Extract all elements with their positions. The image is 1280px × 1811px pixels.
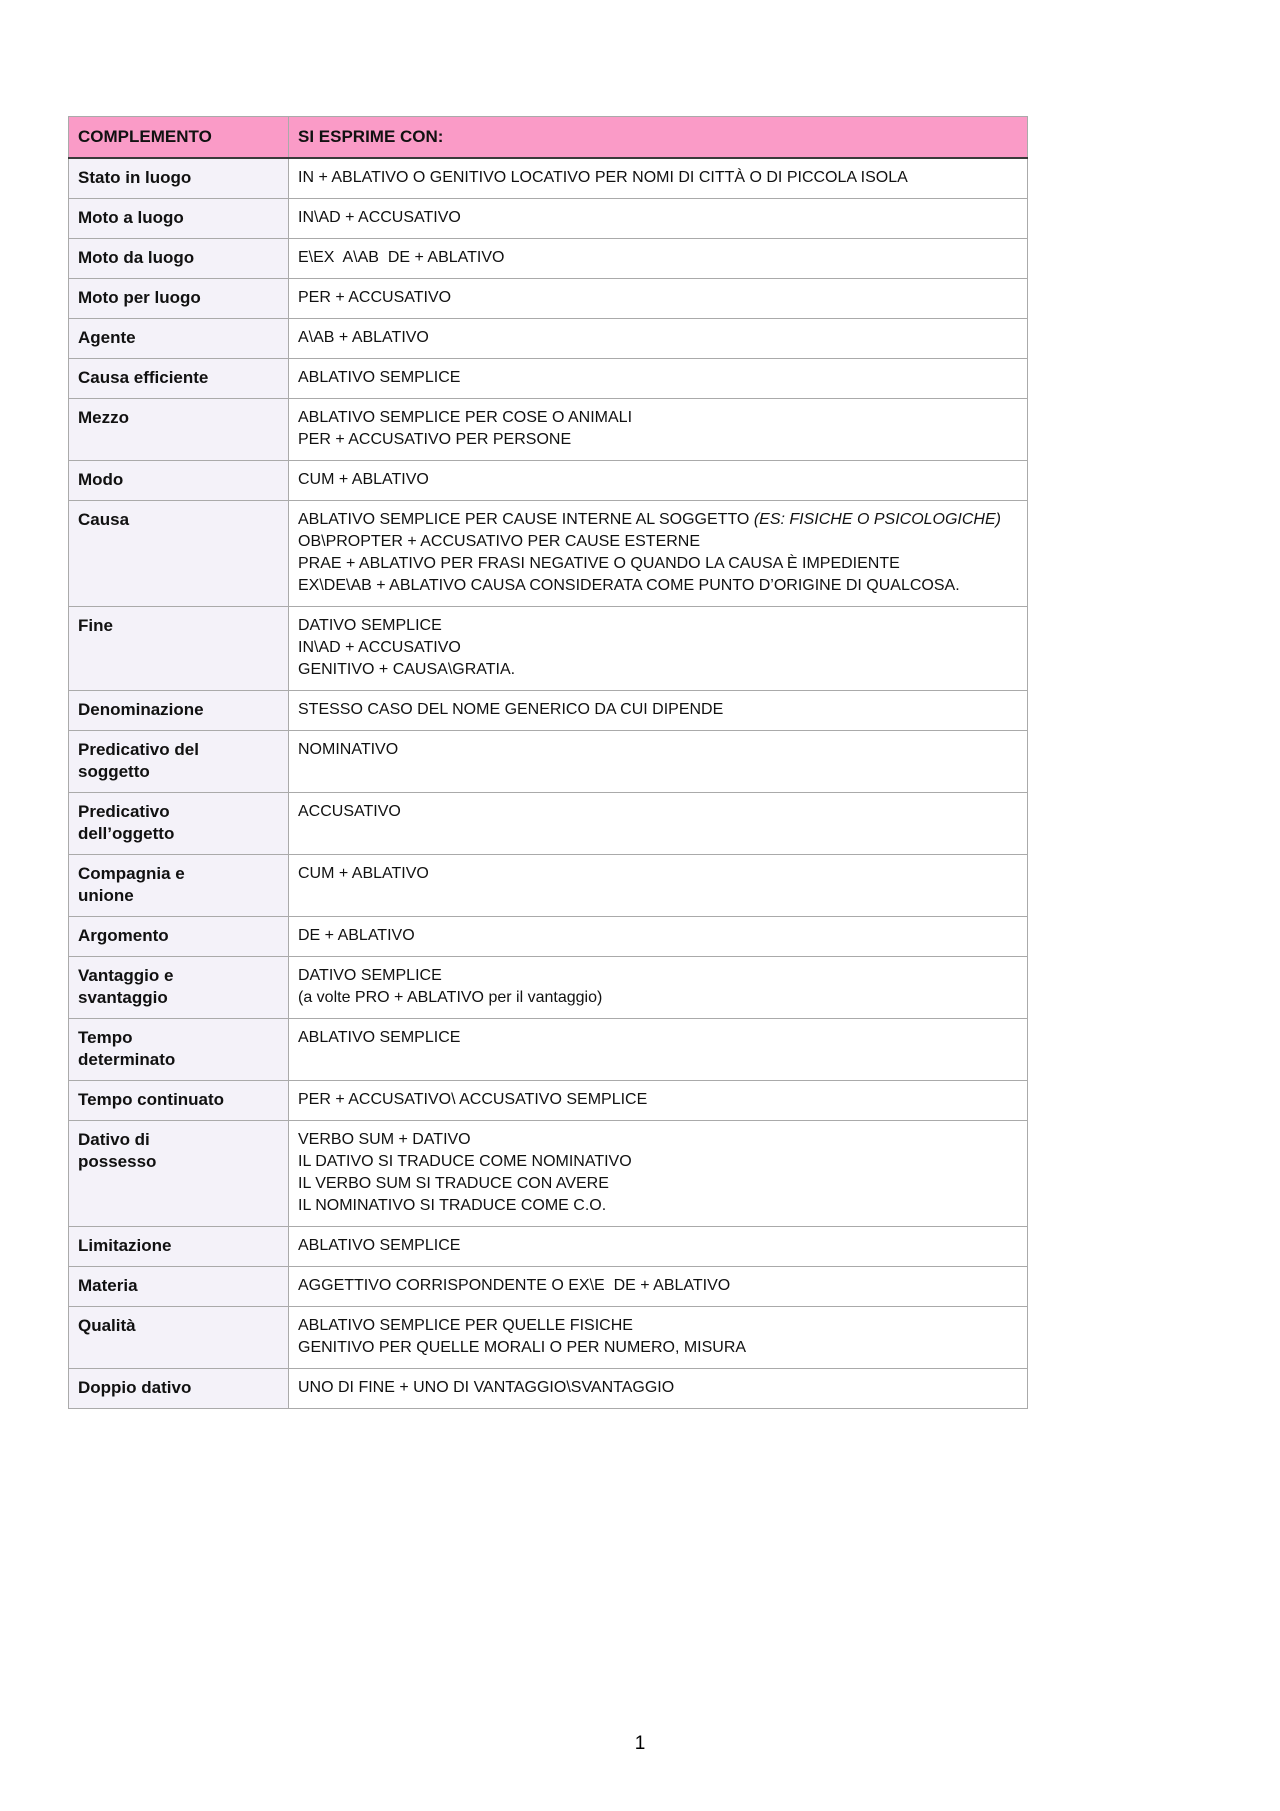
table-row [69, 607, 1028, 691]
expression-text: PRAE + ABLATIVO PER FRASI NEGATIVE O QUANDO LA CAUSA È IMPEDIENTE [298, 555, 900, 572]
table-row [69, 1081, 1028, 1121]
expression-text: ABLATIVO SEMPLICE [298, 369, 461, 386]
expression-value [289, 279, 1028, 319]
expression-line [298, 965, 1017, 987]
expression-value [289, 855, 1028, 917]
expression-text: IN + ABLATIVO O GENITIVO LOCATIVO PER NOMI DI CITTÀ O DI PICCOLA ISOLA [298, 169, 908, 186]
complement-label: Moto a luogo [69, 199, 289, 239]
complement-label: Tempo determinato [69, 1019, 289, 1081]
expression-value [289, 1019, 1028, 1081]
expression-text: IL DATIVO SI TRADUCE COME NOMINATIVO [298, 1153, 632, 1170]
expression-text: DE + ABLATIVO [298, 927, 415, 944]
expression-line [298, 1377, 1017, 1399]
table-row [69, 279, 1028, 319]
expression-value [289, 1369, 1028, 1409]
expression-text: IL NOMINATIVO SI TRADUCE COME C.O. [298, 1197, 607, 1214]
expression-value [289, 399, 1028, 461]
expression-value [289, 957, 1028, 1019]
expression-value [289, 607, 1028, 691]
table-row [69, 359, 1028, 399]
complement-label: Compagnia e unione [69, 855, 289, 917]
expression-text: ABLATIVO SEMPLICE PER COSE O ANIMALI [298, 409, 633, 426]
expression-text: NOMINATIVO [298, 741, 399, 758]
expression-line [298, 429, 1017, 451]
expression-value [289, 1267, 1028, 1307]
expression-value [289, 691, 1028, 731]
expression-text: DATIVO SEMPLICE [298, 967, 442, 984]
header-si-esprime-con: SI ESPRIME CON: [289, 117, 1028, 159]
expression-value [289, 917, 1028, 957]
complement-label: Stato in luogo [69, 158, 289, 199]
expression-text: E\EX A\AB DE + ABLATIVO [298, 249, 505, 266]
expression-line [298, 531, 1017, 553]
expression-line [298, 553, 1017, 575]
expression-value [289, 158, 1028, 199]
table-row [69, 957, 1028, 1019]
expression-line [298, 1089, 1017, 1111]
expression-value [289, 1081, 1028, 1121]
expression-line [298, 1275, 1017, 1297]
table-row [69, 917, 1028, 957]
table-row [69, 1019, 1028, 1081]
expression-line [298, 925, 1017, 947]
expression-text: ABLATIVO SEMPLICE [298, 1237, 461, 1254]
table-row [69, 158, 1028, 199]
italic-note: (ES: FISICHE O PSICOLOGICHE) [753, 511, 1001, 528]
complement-label: Denominazione [69, 691, 289, 731]
expression-line [298, 247, 1017, 269]
table-row [69, 1227, 1028, 1267]
expression-text: CUM + ABLATIVO [298, 471, 429, 488]
expression-line [298, 1027, 1017, 1049]
complement-label: Qualità [69, 1307, 289, 1369]
expression-value [289, 199, 1028, 239]
complement-label: Moto per luogo [69, 279, 289, 319]
expression-text: GENITIVO PER QUELLE MORALI O PER NUMERO, MISURA [298, 1339, 747, 1356]
complement-label: Argomento [69, 917, 289, 957]
expression-text: PER + ACCUSATIVO [298, 289, 452, 306]
complement-label: Doppio dativo [69, 1369, 289, 1409]
table-row [69, 1267, 1028, 1307]
expression-text: UNO DI FINE + UNO DI VANTAGGIO\SVANTAGGIO [298, 1379, 675, 1396]
expression-text: OB\PROPTER + ACCUSATIVO PER CAUSE ESTERNE [298, 533, 701, 550]
expression-line [298, 615, 1017, 637]
expression-line [298, 167, 1017, 189]
expression-text: ABLATIVO SEMPLICE [298, 1029, 461, 1046]
expression-value [289, 1121, 1028, 1227]
table-row [69, 1121, 1028, 1227]
expression-text: IN\AD + ACCUSATIVO [298, 209, 461, 226]
expression-value [289, 239, 1028, 279]
table-header-row [69, 117, 1028, 159]
complement-label: Moto da luogo [69, 239, 289, 279]
expression-text: VERBO SUM + DATIVO [298, 1131, 471, 1148]
expression-line [298, 659, 1017, 681]
complements-table [68, 116, 1028, 1409]
table-row [69, 691, 1028, 731]
expression-text: EX\DE\AB + ABLATIVO CAUSA CONSIDERATA COME PUNTO D’ORIGINE DI QUALCOSA. [298, 577, 960, 594]
expression-text: PER + ACCUSATIVO\ ACCUSATIVO SEMPLICE [298, 1091, 648, 1108]
expression-line [298, 699, 1017, 721]
expression-line [298, 1195, 1017, 1217]
expression-value [289, 501, 1028, 607]
complement-label: Materia [69, 1267, 289, 1307]
expression-text: STESSO CASO DEL NOME GENERICO DA CUI DIPENDE [298, 701, 724, 718]
expression-line [298, 327, 1017, 349]
complement-label: Limitazione [69, 1227, 289, 1267]
expression-text: CUM + ABLATIVO [298, 865, 429, 882]
expression-text: IL VERBO SUM SI TRADUCE CON AVERE [298, 1175, 609, 1192]
expression-value [289, 319, 1028, 359]
expression-value [289, 793, 1028, 855]
expression-line [298, 575, 1017, 597]
complement-label: Dativo di possesso [69, 1121, 289, 1227]
header-complemento: COMPLEMENTO [69, 117, 289, 159]
expression-line [298, 1173, 1017, 1195]
expression-value [289, 731, 1028, 793]
expression-line [298, 407, 1017, 429]
expression-line [298, 637, 1017, 659]
table-body [69, 158, 1028, 1409]
expression-text: AGGETTIVO CORRISPONDENTE O EX\E DE + ABLATIVO [298, 1277, 731, 1294]
complement-label: Mezzo [69, 399, 289, 461]
complement-label: Predicativo del soggetto [69, 731, 289, 793]
table-row [69, 731, 1028, 793]
complement-label: Causa [69, 501, 289, 607]
table-row [69, 399, 1028, 461]
expression-line [298, 287, 1017, 309]
expression-text: ABLATIVO SEMPLICE PER CAUSE INTERNE AL SOGGETTO [298, 511, 754, 528]
table-row [69, 855, 1028, 917]
complement-label: Tempo continuato [69, 1081, 289, 1121]
expression-value [289, 359, 1028, 399]
complement-label: Agente [69, 319, 289, 359]
expression-line [298, 801, 1017, 823]
expression-text: ABLATIVO SEMPLICE PER QUELLE FISICHE [298, 1317, 633, 1334]
expression-line [298, 1315, 1017, 1337]
complement-label: Predicativo dell’oggetto [69, 793, 289, 855]
table-row [69, 461, 1028, 501]
expression-text: GENITIVO + CAUSA\GRATIA. [298, 661, 516, 678]
expression-text: PER + ACCUSATIVO PER PERSONE [298, 431, 572, 448]
expression-value [289, 461, 1028, 501]
table-row [69, 239, 1028, 279]
page-number: 1 [634, 1733, 646, 1754]
expression-value [289, 1227, 1028, 1267]
expression-text: (a volte PRO + ABLATIVO per il vantaggio) [298, 989, 603, 1006]
table-row [69, 199, 1028, 239]
expression-line [298, 509, 1017, 531]
expression-text: A\AB + ABLATIVO [298, 329, 429, 346]
complement-label: Vantaggio e svantaggio [69, 957, 289, 1019]
expression-line [298, 987, 1017, 1009]
expression-line [298, 1337, 1017, 1359]
table-row [69, 1369, 1028, 1409]
table-row [69, 1307, 1028, 1369]
complement-label: Fine [69, 607, 289, 691]
table-row [69, 793, 1028, 855]
expression-line [298, 863, 1017, 885]
table-row [69, 501, 1028, 607]
expression-line [298, 1129, 1017, 1151]
complement-label: Modo [69, 461, 289, 501]
expression-line [298, 469, 1017, 491]
expression-line [298, 207, 1017, 229]
expression-line [298, 1235, 1017, 1257]
expression-line [298, 367, 1017, 389]
complement-label: Causa efficiente [69, 359, 289, 399]
expression-line [298, 739, 1017, 761]
expression-text: DATIVO SEMPLICE [298, 617, 442, 634]
expression-value [289, 1307, 1028, 1369]
expression-text: ACCUSATIVO [298, 803, 401, 820]
expression-line [298, 1151, 1017, 1173]
table-row [69, 319, 1028, 359]
expression-text: IN\AD + ACCUSATIVO [298, 639, 461, 656]
